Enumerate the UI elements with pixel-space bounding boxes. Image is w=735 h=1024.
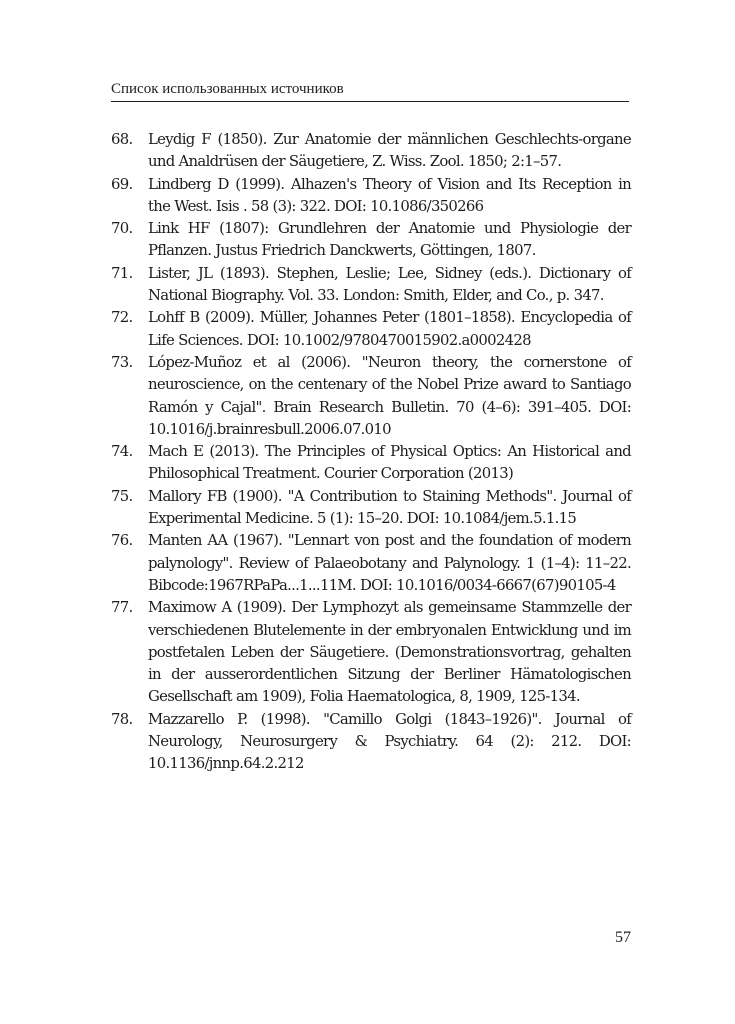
reference-text: Maximow A (1909). Der Lymphozyt als gemeinsame Stammzelle der verschiedenen Blutelemente in der embryonalen Entwicklung und im postfetalen Leben der Säugetiere. (Demonstrationsvortrag, gehalten in der ausserordentlichen Sitzung der Berliner Hämatologischen Gesellschaft am 1909), Folia Haematologica, 8, 1909, 125-134. <box>148 598 631 706</box>
reference-item <box>111 596 631 707</box>
reference-number: 78. <box>111 709 133 728</box>
reference-item <box>111 173 631 218</box>
reference-item <box>111 351 631 440</box>
reference-text: Lister, JL (1893). Stephen, Leslie; Lee, Sidney (eds.). Dictionary of National Biography. Vol. 33. London: Smith, Elder, and Co., p. 347. <box>148 263 631 305</box>
reference-item <box>111 217 631 262</box>
header-rule <box>111 101 629 102</box>
reference-item <box>111 262 631 307</box>
reference-number: 75. <box>111 486 133 505</box>
reference-item <box>111 529 631 596</box>
running-head: Список использованных источников <box>111 81 344 97</box>
reference-number: 77. <box>111 598 133 617</box>
reference-number: 71. <box>111 263 133 282</box>
reference-text: López-Muñoz et al (2006). "Neuron theory, the cornerstone of neuroscience, on the centenary of the Nobel Prize award to Santiago Ramón y Cajal". Brain Research Bulletin. 70 (4–6): 391–405. DOI: 10.1016/j.brainresbull.2006.07.010 <box>148 352 631 438</box>
reference-number: 72. <box>111 308 133 327</box>
reference-number: 76. <box>111 531 133 550</box>
reference-text: Mazzarello P. (1998). "Camillo Golgi (1843–1926)". Journal of Neurology, Neurosurgery & Psychiatry. 64 (2): 212. DOI: 10.1136/jnnp.64.2.212 <box>148 709 631 773</box>
reference-item <box>111 708 631 775</box>
reference-number: 69. <box>111 174 133 193</box>
reference-number: 73. <box>111 352 133 371</box>
reference-item <box>111 128 631 173</box>
reference-number: 68. <box>111 130 133 148</box>
reference-number: 70. <box>111 219 133 238</box>
reference-item <box>111 306 631 351</box>
reference-text: Lindberg D (1999). Alhazen's Theory of Vision and Its Reception in the West. Isis . 58 (3): 322. DOI: 10.1086/350266 <box>148 174 631 215</box>
reference-text: Mach E (2013). The Principles of Physical Optics: An Historical and Philosophical Treatment. Courier Corporation (2013) <box>148 442 631 483</box>
reference-text: Link HF (1807): Grundlehren der Anatomie und Physiologie der Pflanzen. Justus Friedrich Danckwerts, Göttingen, 1807. <box>148 219 631 260</box>
reference-item <box>111 440 631 485</box>
reference-text: Leydig F (1850). Zur Anatomie der männlichen Geschlechts-organe und Analdrüsen der Säugetiere, Z. Wiss. Zool. 1850; 2:1–57. <box>148 130 631 171</box>
reference-item <box>111 485 631 530</box>
reference-number: 74. <box>111 442 133 461</box>
reference-text: Lohff B (2009). Müller, Johannes Peter (1801–1858). Encyclopedia of Life Sciences. DOI: 10.1002/9780470015902.a0002428 <box>148 308 631 349</box>
reference-text: Mallory FB (1900). "A Contribution to Staining Methods". Journal of Experimental Medicine. 5 (1): 15–20. DOI: 10.1084/jem.5.1.15 <box>148 486 631 528</box>
page-number: 57 <box>615 929 631 946</box>
reference-list <box>111 128 631 775</box>
reference-text: Manten AA (1967). "Lennart von post and the foundation of modern palynology". Review of Palaeobotany and Palynology. 1 (1–4): 11–22. Bibcode:1967RPaPa...1...11M. DOI: 10.1016/0034-6667(67)90105-4 <box>148 531 631 594</box>
